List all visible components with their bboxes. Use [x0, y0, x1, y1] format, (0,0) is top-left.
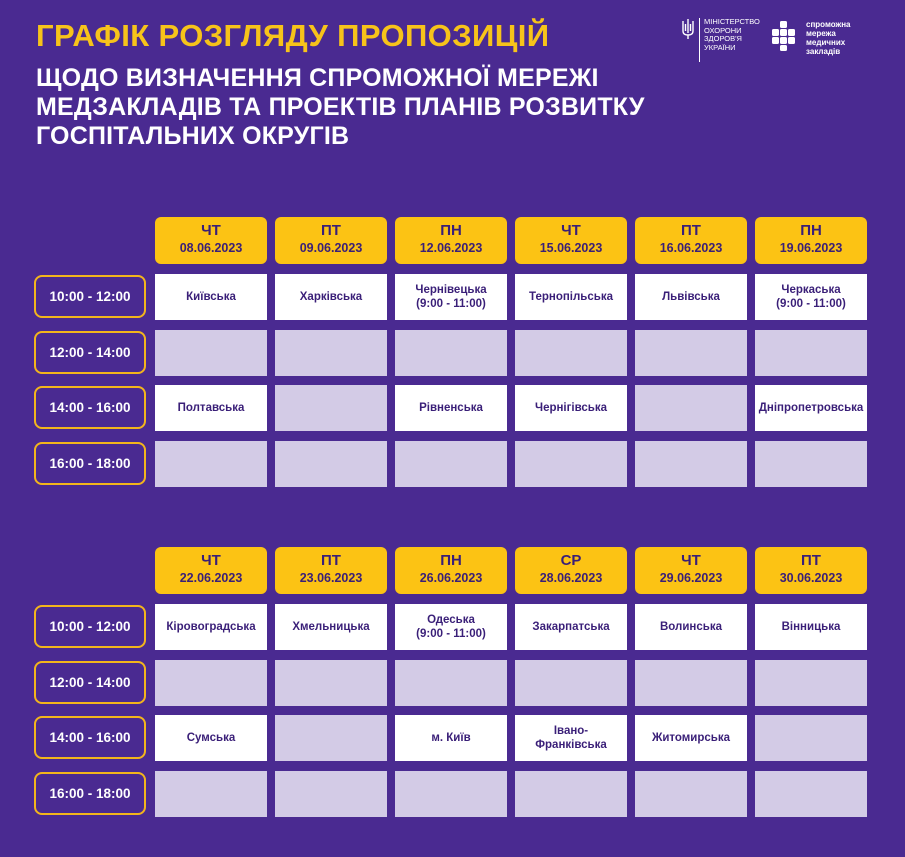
region-name: Сумська	[186, 732, 236, 744]
ministry-logo-text	[704, 18, 760, 62]
empty-cell	[155, 330, 267, 376]
empty-cell	[635, 441, 747, 487]
region-name: Черкаська (9:00 - 11:00)	[776, 284, 846, 310]
day-header	[515, 217, 627, 264]
time-slot-label: 16:00 - 18:00	[34, 772, 146, 815]
region-name: Тернопільська	[529, 291, 613, 303]
time-slot-label: 16:00 - 18:00	[34, 442, 146, 485]
subtitle-line: ГОСПІТАЛЬНИХ ОКРУГІВ	[36, 122, 350, 150]
empty-cell	[515, 660, 627, 706]
region-cell	[275, 604, 387, 650]
time-slot-label: 12:00 - 14:00	[34, 661, 146, 704]
subtitle-line: МЕДЗАКЛАДІВ ТА ПРОЕКТІВ ПЛАНІВ РОЗВИТКУ	[36, 93, 645, 121]
time-slot-label: 10:00 - 12:00	[34, 605, 146, 648]
day-date: 08.06.2023	[179, 241, 243, 255]
region-name: Чернігівська	[534, 402, 608, 414]
empty-cell	[395, 660, 507, 706]
empty-cell	[275, 385, 387, 431]
empty-cell	[635, 385, 747, 431]
ministry-line: ОХОРОНИ	[704, 25, 742, 35]
empty-cell	[155, 660, 267, 706]
empty-cell	[755, 441, 867, 487]
day-date: 15.06.2023	[539, 241, 603, 255]
region-cell	[635, 274, 747, 320]
region-cell	[755, 274, 867, 320]
trident-icon	[681, 18, 695, 40]
day-of-week: ЧТ	[201, 222, 221, 239]
network-line: медичних	[806, 38, 846, 47]
day-date: 28.06.2023	[539, 571, 603, 585]
day-date: 19.06.2023	[779, 241, 843, 255]
region-cell	[755, 385, 867, 431]
day-header	[395, 217, 507, 264]
region-cell	[395, 604, 507, 650]
empty-cell	[155, 441, 267, 487]
day-header	[515, 547, 627, 594]
ministry-line: УКРАЇНИ	[704, 43, 736, 53]
day-date: 29.06.2023	[659, 571, 723, 585]
region-name: Кіровоградська	[166, 621, 256, 633]
empty-cell	[755, 715, 867, 761]
region-cell	[635, 715, 747, 761]
day-of-week: ПТ	[681, 222, 701, 239]
day-of-week: ЧТ	[681, 552, 701, 569]
region-name: Чернівецька (9:00 - 11:00)	[415, 284, 487, 310]
time-slot-label: 14:00 - 16:00	[34, 386, 146, 429]
region-cell	[275, 274, 387, 320]
day-of-week: ЧТ	[201, 552, 221, 569]
day-header	[635, 217, 747, 264]
region-name: Вінницька	[781, 621, 841, 633]
region-name: Одеська (9:00 - 11:00)	[416, 614, 486, 640]
day-header	[275, 547, 387, 594]
region-cell	[515, 604, 627, 650]
ministry-line: ЗДОРОВ'Я	[704, 34, 742, 44]
empty-cell	[635, 330, 747, 376]
region-cell	[515, 715, 627, 761]
empty-cell	[395, 330, 507, 376]
time-slot-label: 10:00 - 12:00	[34, 275, 146, 318]
day-date: 12.06.2023	[419, 241, 483, 255]
day-header	[755, 217, 867, 264]
region-name: Харківська	[299, 291, 363, 303]
region-name: Полтавська	[177, 402, 245, 414]
day-date: 26.06.2023	[419, 571, 483, 585]
day-of-week: ПН	[440, 222, 462, 239]
day-of-week: ЧТ	[561, 222, 581, 239]
empty-cell	[275, 771, 387, 817]
day-of-week: ПТ	[321, 552, 341, 569]
region-name: м. Київ	[431, 732, 471, 744]
day-date: 22.06.2023	[179, 571, 243, 585]
region-name: Закарпатська	[532, 621, 610, 633]
day-header	[155, 217, 267, 264]
region-name: Хмельницька	[292, 621, 370, 633]
empty-cell	[275, 660, 387, 706]
empty-cell	[755, 771, 867, 817]
day-of-week: ПТ	[321, 222, 341, 239]
subtitle-line: ЩОДО ВИЗНАЧЕННЯ СПРОМОЖНОЇ МЕРЕЖІ	[36, 64, 599, 92]
day-date: 23.06.2023	[299, 571, 363, 585]
region-name: Львівська	[662, 291, 720, 303]
day-header	[275, 217, 387, 264]
region-cell	[155, 604, 267, 650]
region-name: Рівненська	[419, 402, 483, 414]
page-title: ГРАФІК РОЗГЛЯДУ ПРОПОЗИЦІЙ	[36, 18, 550, 53]
region-name: Волинська	[660, 621, 722, 633]
day-date: 09.06.2023	[299, 241, 363, 255]
day-of-week: ПТ	[801, 552, 821, 569]
empty-cell	[755, 660, 867, 706]
empty-cell	[635, 771, 747, 817]
empty-cell	[515, 330, 627, 376]
ministry-line: МІНІСТЕРСТВО	[704, 17, 760, 26]
network-mark-icon	[768, 20, 800, 52]
region-name: Дніпропетровська	[758, 402, 864, 414]
region-name: Житомирська	[651, 732, 731, 744]
ministry-logo	[681, 18, 760, 62]
empty-cell	[275, 330, 387, 376]
region-cell	[395, 385, 507, 431]
empty-cell	[515, 771, 627, 817]
page-subtitle	[36, 64, 645, 151]
network-logo	[768, 20, 851, 56]
day-header	[755, 547, 867, 594]
region-cell	[635, 604, 747, 650]
region-cell	[395, 274, 507, 320]
network-line: мережа	[806, 29, 836, 38]
network-line: закладів	[806, 47, 841, 56]
time-slot-label: 12:00 - 14:00	[34, 331, 146, 374]
empty-cell	[515, 441, 627, 487]
empty-cell	[395, 771, 507, 817]
network-line: спроможна	[806, 20, 851, 29]
time-slot-label: 14:00 - 16:00	[34, 716, 146, 759]
region-cell	[155, 274, 267, 320]
day-header	[635, 547, 747, 594]
region-cell	[155, 385, 267, 431]
day-of-week: СР	[560, 552, 582, 569]
day-header	[155, 547, 267, 594]
region-cell	[515, 385, 627, 431]
region-cell	[395, 715, 507, 761]
empty-cell	[275, 715, 387, 761]
day-header	[395, 547, 507, 594]
empty-cell	[155, 771, 267, 817]
region-cell	[515, 274, 627, 320]
day-date: 16.06.2023	[659, 241, 723, 255]
region-name: Київська	[186, 291, 236, 303]
region-cell	[155, 715, 267, 761]
day-of-week: ПН	[440, 552, 462, 569]
empty-cell	[395, 441, 507, 487]
logo-divider	[699, 18, 700, 62]
day-of-week: ПН	[800, 222, 822, 239]
empty-cell	[635, 660, 747, 706]
network-logo-text	[806, 20, 851, 56]
empty-cell	[275, 441, 387, 487]
region-cell	[755, 604, 867, 650]
empty-cell	[755, 330, 867, 376]
region-name: Івано- Франківська	[535, 725, 607, 751]
day-date: 30.06.2023	[779, 571, 843, 585]
